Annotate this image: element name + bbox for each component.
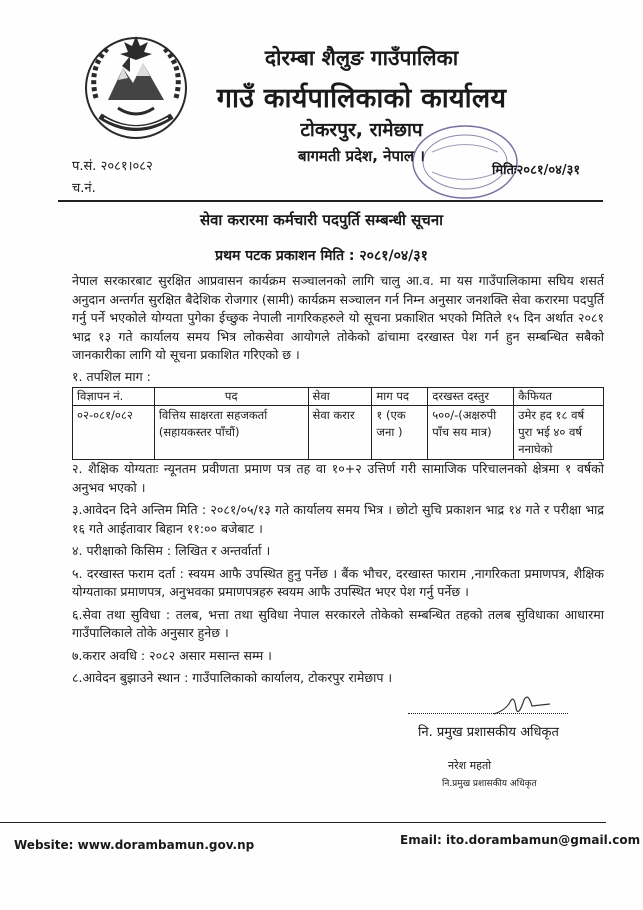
table-cell: वित्तिय साक्षरता सहजकर्ता (सहायकस्तर पाँचौं): [154, 406, 308, 460]
issue-date: मितिः२०८१/०४/३१: [492, 163, 581, 178]
email-link[interactable]: Email: ito.dorambamun@gmail.com: [400, 833, 641, 847]
requirement-table: [72, 387, 604, 460]
publication-date: प्रथम पटक प्रकाशन मिति : २०८१/०४/३१: [215, 248, 428, 264]
signatory-name: नरेश महतो: [448, 759, 492, 772]
office-name: गाउँ कार्यपालिकाको कार्यालय: [216, 83, 507, 114]
table-cell: सेवा करार: [308, 406, 372, 460]
signature-line: [408, 713, 568, 714]
header-divider: [58, 200, 603, 202]
list-item: ७.करार अवधि : २०८२ असार मसान्त सम्म ।: [72, 647, 272, 663]
table-cell: ०२-०८१/०८२: [73, 406, 155, 460]
signatory-title: नि. प्रमुख प्रशासकीय अधिकृत: [418, 725, 559, 740]
province-country: बागमती प्रदेश, नेपाल ।: [298, 147, 425, 165]
table-row: [73, 406, 604, 460]
list-item: ६.सेवा तथा सुविधा : तलब, भत्ता तथा सुविधा नेपाल सरकारले तोकेको सम्बन्धित तहको तलब सुविधाका आधारमा गाउँपालिकाले तोके अनुसार हुनेछ ।: [72, 606, 604, 640]
table-header-cell: माग पद: [372, 388, 428, 406]
table-header-cell: विज्ञापन नं.: [73, 388, 155, 406]
table-cell: उमेर हद १८ वर्ष पुरा भई ४० वर्ष ननाघेको: [514, 406, 604, 460]
website-link[interactable]: Website: www.dorambamun.gov.np: [14, 838, 255, 852]
list-item: २. शैक्षिक योग्यताः न्यूनतम प्रवीणता प्रमाण पत्र तह वा १०+२ उत्तिर्ण गरी सामाजिक परिचालनको क्षेत्रमा १ वर्षको अनुभव भएको ।: [72, 461, 604, 495]
signature-icon: [492, 690, 552, 720]
table-header-cell: पद: [154, 388, 308, 406]
list-item: ५. दरखास्त फराम दर्ता : स्वयम आफै उपस्थित हुनु पर्नेछ । बैंक भौचर, दरखास्त फाराम ,नागरिकता प्रमाणपत्र, शैक्षिक योग्यताका प्रमाणपत्र, अनुभवका प्रमाणपत्रहरु स्वयम आफै उपस्थित भएर पेश गर्नु पर्नेछ ।: [72, 565, 604, 599]
table-header-cell: दरखस्त दस्तुर: [428, 388, 514, 406]
table-header-cell: कैफियत: [514, 388, 604, 406]
table-cell: ५००/-(अक्षरुपी पाँच सय मात्र): [428, 406, 514, 460]
table-cell: १ (एक जना ): [372, 406, 428, 460]
dispatch-number: च.नं.: [72, 181, 96, 196]
section-details-label: १. तपशिल माग :: [72, 369, 151, 384]
municipality-name: दोरम्बा शैलुङ गाउँपालिका: [264, 46, 459, 70]
list-item: ८.आवेदन बुझाउने स्थान : गाउँपालिकाको कार्यालय, टोकरपुर रामेछाप ।: [72, 670, 393, 685]
notice-items: [72, 460, 604, 692]
table-header-row: [73, 388, 604, 406]
signatory-designation: नि.प्रमुख प्रशासकीय अधिकृत: [442, 779, 537, 789]
notice-body: नेपाल सरकारबाट सुरक्षित आप्रवासन कार्यक्रम सञ्चालनको लागि चालु आ.व. मा यस गाउँपालिकामा सघिय शसर्त अनुदान अन्तर्गत सुरक्षित बैदेशिक रोजगार (सामी) कार्यक्रम सञ्चालन गर्न निम्न अनुसार जनशक्ति सेवा करारमा पदपुर्ति गर्नु पर्ने भएकोले योग्यता पुगेका ईच्छुक नेपाली नागरिकहरुले यो सूचना प्रकाशित भएको मितिले १५ दिन अर्थात २०८१ भाद्र १३ गते कार्यालय समय भित्र लोकसेवा आयोगले तोकेको ढांचामा दरखास्त पेश गर्न हुन सम्बन्धित सबैको जानकारीका लागि यो सूचना प्रकाशित गरिएको छ ।: [72, 273, 604, 362]
office-location: टोकरपुर, रामेछाप: [300, 119, 423, 141]
list-item: ४. परीक्षाको किसिम : लिखित र अन्तर्वार्ता ।: [72, 543, 271, 558]
footer-divider: [0, 822, 606, 823]
reference-number: प.सं. २०८१।०८२: [72, 159, 153, 174]
notice-title: सेवा करारमा कर्मचारी पदपुर्ति सम्बन्धी सूचना: [199, 211, 444, 229]
list-item: ३.आवेदन दिने अन्तिम मिति : २०८१/०५/१३ गते कार्यालय समय भित्र । छोटो सुचि प्रकाशन भाद्र १४ गते र परीक्षा भाद्र १६ गते आईतावार बिहान ११:०० बजेबाट ।: [72, 502, 604, 536]
table-header-cell: सेवा: [308, 388, 372, 406]
